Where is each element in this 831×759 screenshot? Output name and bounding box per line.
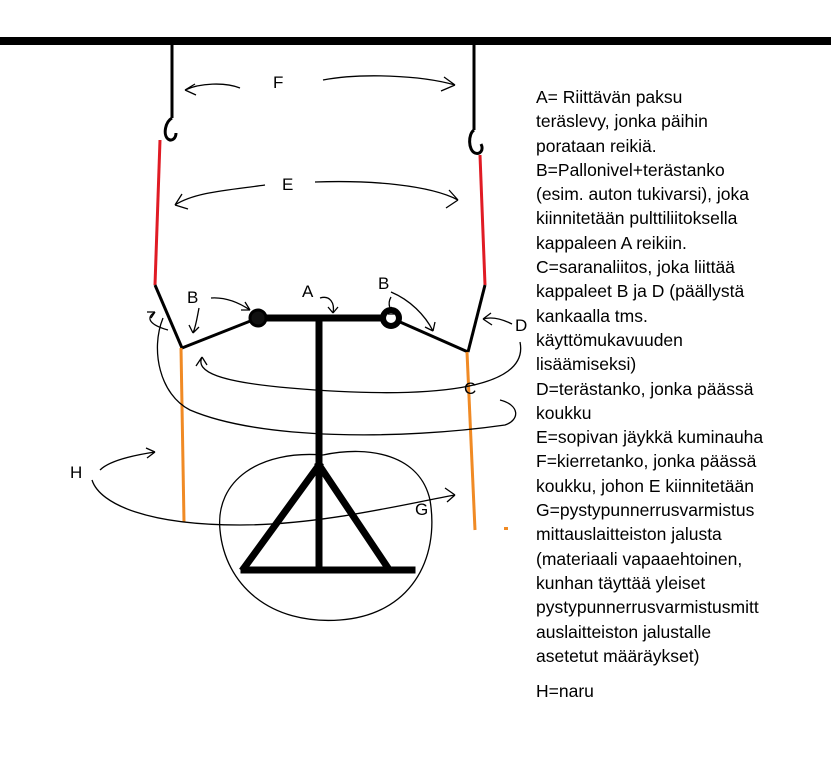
ceiling-bar: [0, 37, 831, 45]
label-a: A: [302, 282, 314, 301]
label-c: C: [464, 379, 477, 398]
legend-line: kappaleet B ja D (päällystä: [536, 281, 745, 302]
arrow-e-right: [315, 182, 458, 208]
legend-line: E=sopivan jäykkä kuminauha: [536, 427, 764, 448]
rope-dot: [504, 527, 508, 530]
legend-line: teräslevy, jonka päihin: [536, 111, 708, 132]
legend-line: auslaitteiston jalustalle: [536, 621, 712, 642]
legend-spacer: [536, 668, 830, 679]
ball-joint-left: [250, 310, 266, 326]
ball-joint-rod-right: [391, 318, 468, 352]
arrow-e-left: [175, 185, 265, 209]
legend-footer: H=naru: [536, 681, 594, 702]
legend-line: porataan reikiä.: [536, 135, 657, 156]
threaded-rod-right: [470, 45, 482, 153]
legend-line: (esim. auton tukivarsi), joka: [536, 184, 749, 205]
threaded-rod-left: [165, 45, 176, 140]
arrow-b-left-down: [189, 308, 199, 333]
legend-line: kunhan täyttää yleiset: [536, 572, 706, 593]
label-e: E: [282, 175, 294, 194]
legend-line: kankaalla tms.: [536, 305, 648, 326]
label-h: H: [70, 463, 83, 482]
arrow-d-right: [483, 313, 512, 325]
rope-left: [181, 348, 184, 522]
legend-line: mittauslaitteiston jalusta: [536, 524, 722, 545]
legend: [536, 85, 830, 703]
arrow-f-left: [185, 84, 240, 95]
legend-line: käyttömukavuuden: [536, 329, 683, 350]
legend-line: koukku, johon E kiinnitetään: [536, 475, 754, 496]
label-g: G: [415, 500, 429, 519]
legend-line: A= Riittävän paksu: [536, 87, 683, 107]
legend-line: (materiaali vapaaehtoinen,: [536, 548, 743, 569]
arrow-a: [320, 297, 338, 313]
steel-rod-d-right: [468, 285, 485, 352]
arrow-b-left-joint: [211, 298, 250, 310]
legend-line: koukku: [536, 402, 592, 423]
legend-line: pystypunnerrusvarmistusmitt: [536, 597, 759, 618]
rubber-band-right: [480, 155, 485, 285]
arrow-h-upper: [100, 448, 155, 470]
legend-line: kappaleen A reikiin.: [536, 232, 687, 253]
legend-line: G=pystypunnerrusvarmistus: [536, 500, 755, 521]
arrow-d-left: [147, 312, 168, 330]
legend-line: B=Pallonivel+terästanko: [536, 159, 725, 180]
legend-line: F=kierretanko, jonka päässä: [536, 451, 757, 472]
arrow-f-right: [323, 76, 455, 91]
legend-line: C=saranaliitos, joka liittää: [536, 257, 735, 278]
legend-line: asetetut määräykset): [536, 645, 700, 666]
stand-g: [244, 318, 412, 570]
ball-joint-right: [383, 310, 399, 326]
legend-line: lisäämiseksi): [536, 354, 637, 375]
legend-line: kiinnitetään pulttiliitoksella: [536, 208, 738, 229]
arrow-h-lower: [92, 480, 455, 525]
label-b-left: B: [187, 288, 199, 307]
legend-line: D=terästanko, jonka päässä: [536, 378, 754, 399]
steel-rod-d-left: [155, 285, 182, 348]
label-d: D: [515, 316, 528, 335]
label-b-right: B: [378, 274, 390, 293]
label-f: F: [273, 73, 284, 92]
rubber-band-left: [155, 140, 160, 285]
